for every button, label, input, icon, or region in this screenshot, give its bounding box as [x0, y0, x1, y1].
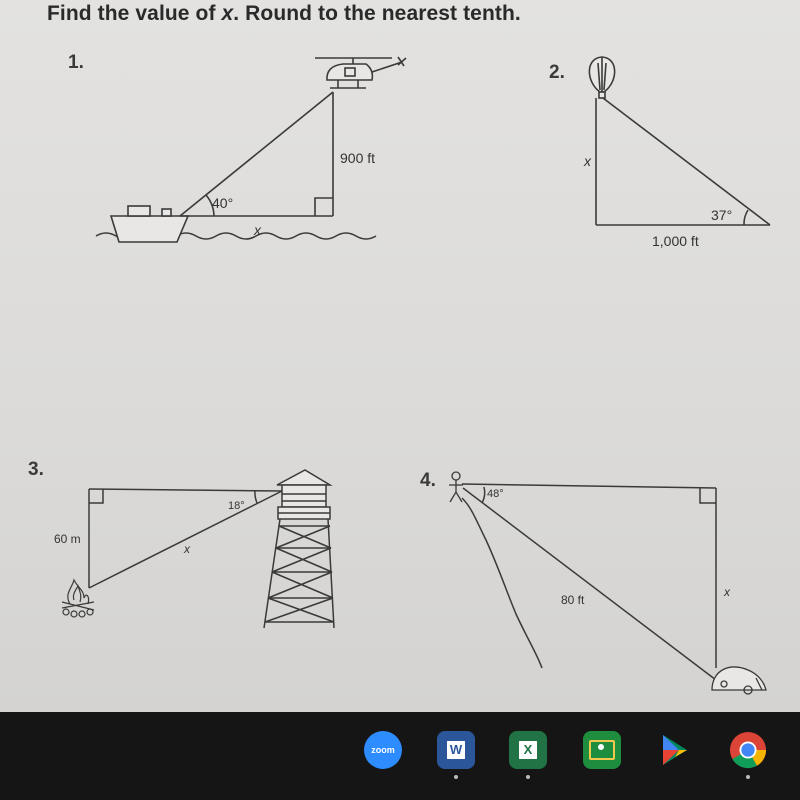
problem-1-number: 1.: [68, 52, 84, 73]
instruction-prefix: Find the value of: [47, 2, 222, 25]
problem-2-hypotenuse: [603, 98, 770, 225]
problem-4-right-angle: [700, 488, 716, 503]
problem-4-angle-label: 48°: [487, 488, 504, 500]
problem-4-number: 4.: [420, 470, 436, 491]
play-store-app-icon[interactable]: [656, 731, 694, 769]
problem-4-hypotenuse: [463, 488, 716, 680]
problem-1-right-angle: [315, 198, 333, 216]
zoom-app-icon[interactable]: [364, 731, 402, 769]
word-app-icon[interactable]: [437, 731, 475, 769]
problem-3-angle-label: 18°: [228, 500, 245, 512]
excel-app-icon[interactable]: [509, 731, 547, 769]
problem-3-right-angle: [89, 489, 103, 503]
balloon-icon: [589, 57, 614, 98]
problem-2-diagram: [583, 57, 770, 249]
cliff-edge: [462, 498, 542, 668]
problem-4-diagram: [449, 472, 766, 694]
problem-2-base-label: 1,000 ft: [652, 233, 699, 249]
problem-2-angle-arc: [744, 210, 748, 225]
problem-2-number: 2.: [549, 62, 565, 83]
car-icon: [712, 667, 766, 694]
problem-3-number: 3.: [28, 459, 44, 480]
problem-4-angle-arc: [482, 487, 485, 503]
word-running-indicator: [454, 775, 458, 779]
classroom-board-icon: [589, 740, 615, 760]
problem-3-top: [89, 489, 282, 491]
excel-app-label: X: [519, 741, 537, 759]
play-store-triangle-icon: [659, 733, 691, 767]
chrome-running-indicator: [746, 775, 750, 779]
excel-running-indicator: [526, 775, 530, 779]
word-app-label: W: [447, 741, 465, 759]
helicopter-icon: [315, 57, 406, 88]
problem-1-x-label: x: [254, 222, 261, 238]
problem-4-x-label: x: [724, 585, 730, 599]
boat-icon: [111, 206, 188, 242]
person-icon: [449, 472, 463, 502]
problem-3-diagram: [54, 470, 334, 628]
problem-2-x-label: x: [584, 153, 591, 169]
problem-1-diagram: [96, 57, 406, 242]
problem-4-hyp-label: 80 ft: [561, 593, 585, 607]
chrome-logo-icon: [729, 730, 767, 770]
problem-1-height-label: 900 ft: [340, 150, 376, 166]
problem-3-hypotenuse: [89, 491, 282, 588]
instruction-variable: x: [221, 2, 234, 25]
problem-3-x-label: x: [184, 542, 190, 556]
chrome-app-icon[interactable]: [729, 731, 767, 769]
instruction-suffix: . Round to the nearest tenth.: [233, 2, 521, 25]
zoom-app-label: zoom: [371, 745, 395, 755]
problem-3-angle-arc: [255, 490, 257, 503]
problem-3-height-label: 60 m: [54, 532, 81, 546]
problem-2-angle-label: 37°: [711, 207, 733, 223]
problem-1-angle-label: 40°: [212, 195, 234, 211]
classroom-app-icon[interactable]: [583, 731, 621, 769]
lookout-tower-icon: [264, 470, 334, 628]
problem-1-hypotenuse: [180, 92, 333, 216]
